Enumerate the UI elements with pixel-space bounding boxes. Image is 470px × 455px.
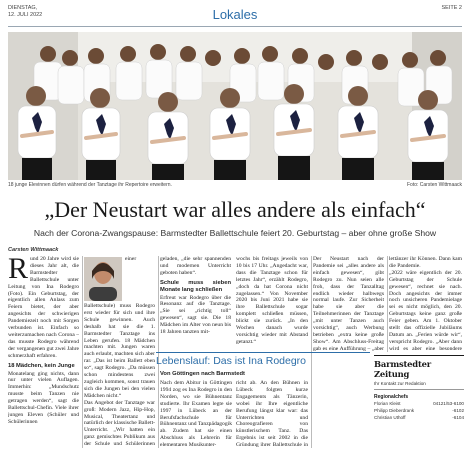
lead-paragraph: und 20 Jahre wird sie dieses Jahr alt, die Barmstedter Ballettschule unter Leitung von Ina Rodegro (Foto). Ein Geburtstag, der eigentlich allen Anlass zum Feiern bietet, der aber angesichts der schwierigen Pandemiezeit noch mit Sorgen verbunden ist. Einfach so weiterzumachen nach Corona – das musste Rodegro während der vergangenen gut zwei Jahre schmerzhaft erfahren. [8, 256, 79, 359]
body-paragraph: Das Angebot der Tanztage war groß: Modern Jazz, Hip-Hop, Musical, Theatertanz und natürlich der klassische Ballett-Unterricht. „Wir hatten ein ganz gemischtes Publikum aus der Schule und Schülerinnen [84, 399, 155, 448]
article-subheadline: Nach der Corona-Zwangspause: Barmstedter Ballettschule feiert 20. Geburtstag – aber ohne große Show [33, 228, 437, 238]
header-rule [8, 26, 462, 27]
body-paragraph: Monatelang ging nichts, dann nur unter vielen Auflagen. Immerhin: „Mundschutz musste beim Tanzen nie getragen werden“, sagt die Ballettschul-Chefin. Viele ihrer jungen Eleven (Schüler und Schülerinnen [8, 370, 79, 425]
column-divider [387, 256, 388, 352]
article-column-2 [84, 256, 155, 448]
contact-tagline: Ihr Kontakt zur Redaktion [374, 381, 464, 390]
photo-caption: 18 junge Elevinnen dürfen während der Tanztage ihr Repertoire erweitern. [8, 182, 172, 188]
photo-credit: Foto: Carsten Wittmaack [406, 182, 462, 188]
sidebar-title: Lebenslauf: Das ist Ina Rodegro [156, 355, 307, 367]
article-column-6 [389, 256, 462, 352]
contact-heading: Regionalchefs [374, 394, 409, 400]
sidebar-rule [156, 352, 370, 353]
newspaper-logo: Barmstedter Zeitung [374, 359, 431, 379]
article-photo [8, 32, 462, 180]
contact-phone: -6102 [452, 408, 464, 413]
portrait-photo [84, 257, 122, 301]
body-paragraph: Der Neustart nach der Pandemie sei „alles andere als einfach gewesen“, gibt Rodegro zu. Nun seien alle froh, dass der Tanzalltag endlich wieder halbwegs normal laufe. Zur Sicherheit habe sie aber die Teilnehmerinnen der Tanztage „mit unter Tanzen auch vorsichtig“, auch Werbung betrieben „extra keine große Show“. Am Abschluss-Freitag gab es eine Aufführung – „aber [313, 256, 384, 352]
drop-cap: R [8, 256, 29, 285]
article-column-4 [236, 256, 308, 350]
article-column-5 [313, 256, 384, 352]
sidebar-paragraph: richt ab. An den Bühnen in Lübeck folgten kurze Engagements als Tänzerin, wobei ihr Ihre eigentliche Berufung lángst klar war: das Unterrichten und Choreografieren von künstlerischem Tanz. Das Ergebnis ist seit 2002 in die Gründung ihrer Ballettschule in [236, 380, 308, 448]
contact-phone: -6104 [452, 415, 464, 420]
body-paragraph: lettänzer ihr Können. Dann kam die Pandemie. [389, 256, 462, 269]
column-divider [82, 256, 83, 448]
page-header [0, 0, 470, 27]
sidebar-paragraph: Nach dem Abitur in Göttingen 1994 zog es Ina Rodegro in den Norden, wo sie Bühnentanz studierte. Ihr Examen legte sie 1997 in Lübeck an der Berufsfachschule für Bühnentanz und Tanzpädagogik ab. Zudem hat sie einen Abschluss als Lehrerin für elementaren Musikunter- [160, 380, 232, 448]
sidebar-subheading [160, 371, 308, 380]
body-paragraph: Erfreut war Rodegro über die Resonanz auf die Tanztage. „Sie sei „richtig toll“ gewesen“, sagt sie. Die 18 Mädchen im Alter von neun bis 18 Jahren tanzten mit- [160, 294, 231, 336]
contact-name: Philipp Dieberdrank [374, 408, 415, 413]
contact-phone: 04121/53-6100 [433, 401, 464, 406]
section-subheading: Schule muss sieben Monate lang schließen [160, 279, 231, 293]
body-paragraph: wochs bis freitags jeweils von 10 bis 17 Uhr. „Angedacht war, dass die Tanztage schon für letztes Jahr“, erzählt Rodegro, „doch da hat Corona nicht zugelassen.“ Von November 2020 bis Juni 2021 habe sie ihre Ballettschule sogar komplett schließen müssen, blickt sie zurück. „In den Wochen danach wurde vorsichtig wieder mit Abstand getanzt.“ [236, 256, 308, 345]
contact-name: Christian Uthoff [374, 415, 406, 420]
contact-row [374, 414, 464, 421]
contact-box [374, 355, 464, 450]
sidebar-column-1 [160, 380, 232, 448]
article-column-1 [8, 256, 79, 448]
photo-caption-bar [8, 182, 462, 190]
issue-weekday: DIENSTAG, [8, 5, 38, 11]
article-column-3 [160, 256, 231, 350]
section-title: Lokales [212, 7, 258, 22]
body-paragraph: einer Ballettschule) muss Rodegro erst wieder für sich und ihre Schule gewinnen. Auch deshalb hat sie die 1. Barmstedter Tanztage ins Leben gerufen. 18 Mädchen machten mit. Jungen waren auch erlaubt, machten sich aber rar. „Das ist beim Ballett eben so“, sagt Rodegro. „Da müssen schon mindestens zwei zugleich kommen, sonst trauen sich die Jungen bei den vielen Mädchen nicht.“ [84, 256, 155, 399]
sidebar-subheading-text: Von Göttingen nach Barmstedt [160, 371, 245, 377]
article-headline: „Der Neustart war alles andere als einfach“ [44, 197, 426, 222]
body-paragraph: „2022 wäre eigentlich der 20. Geburtstag der Schule gewesen“, rechnet sie nach. Doch angesichts der immer noch unsicheren Pandemielage sei es nicht möglich, den 20. Geburtstags keine ganz große Feier geben. Am 1. Oktober stellt das offizielle Jubiläums Datum an. „Ferien würde wir“, verspricht Rodegro. „Aber dann wird es aber eine besondere [389, 269, 462, 352]
issue-day: 12. JULI 2022 [8, 12, 43, 18]
sidebar-column-2 [236, 380, 308, 448]
page-number: SEITE 2 [441, 5, 462, 11]
dancers-photo-illustration [8, 32, 462, 180]
contact-row [374, 407, 464, 414]
body-paragraph: geladen, „die sehr spannenden und modernen Unterricht geboten haben“. [160, 256, 231, 276]
section-subheading: 18 Mädchen, kein Junge [8, 362, 75, 369]
contact-row [374, 400, 464, 407]
contact-name: Florian Kleist [374, 401, 401, 406]
article-author: Carsten Wittmaack [8, 247, 59, 253]
